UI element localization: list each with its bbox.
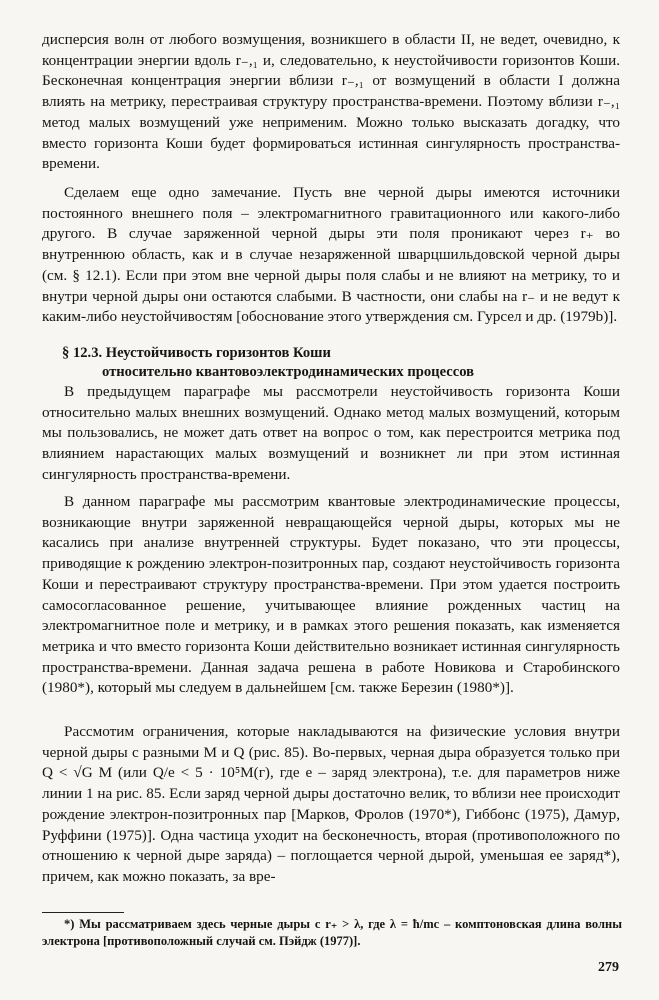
paragraph-1: дисперсия волн от любого возмущения, возникшего в области II, не ведет, очевидно, к концентрации энергии вдоль r₋,₁ и, следовательно, к неустойчивости горизонтов Коши. Бесконечная концентрация энергии вблизи r₋,₁ от возмущений в области I должна влиять на метрику, перестраивая структуру пространства-времени. Поэтому вблизи r₋,₁ метод малых возмущений уже неприменим. Можно только высказать догадку, что вместо горизонта Коши будет формироваться истинная сингулярность пространства-времени. xyxy=(42,31,620,173)
paragraph-2: Сделаем еще одно замечание. Пусть вне черной дыры имеются источники постоянного внешнего поля – электромагнитного гравитационного или какого-либо другого. В случае заряженной черной дыры эти поля проникают через r₊ во внутреннюю область, как и в случае незаряженной шварцшильдовской черной дыры (см. § 12.1). Если при этом вне черной дыры поля слабы и не влияют на метрику, то и внутри черной дыры они остаются слабыми. В частности, они слабы на r₋ и не ведут к каким-либо неустойчивостям [обоснование этого утверждения см. Гурсел и др. (1979b)]. xyxy=(42,184,620,326)
section-heading xyxy=(62,344,622,382)
paragraph-5: Рассмотим ограничения, которые накладываются на физические условия внутри черной дыры с разными M и Q (рис. 85). Во-первых, черная дыра образуется только при Q < √G M (или Q/e < 5 · 10⁵M(г), где e – заряд электрона), т.е. для параметров ниже линии 1 на рис. 85. Если заряд черной дыры достаточно велик, то вблизи нее происходит рождение электрон-позитронных пар [Марков, Фролов (1970*), Гиббонс (1975), Дамур, Руффини (1975)]. Одна частица уходит на бесконечность, вторая (противоположного по отношению к черной дыре заряда) – поглощается черной дырой, уменьшая ее заряд*), причем, как можно показать, за вре- xyxy=(42,723,620,885)
paragraph-3: В предыдущем параграфе мы рассмотрели неустойчивость горизонта Коши относительно малых внешних возмущений. Однако метод малых возмущений, которым мы пользовались, не может дать ответ на вопрос о том, как перестроится метрика под влиянием нарастающих малых возмущений и возникнет ли при этом истинная сингулярность пространства-времени. xyxy=(42,383,620,483)
section-title-line2: относительно квантовоэлектродинамических процессов xyxy=(102,364,475,380)
paragraph-4: В данном параграфе мы рассмотрим квантовые электродинамические процессы, возникающие внутри заряженной невращающейся черной дыры, которых мы не касались при анализе внутренней структуры. Будет показано, что эти процессы, приводящие к рождению электрон-позитронных пар, создают неустойчивость горизонта Коши и перестраивают структуру пространства-времени. При этом удается построить самосогласованное решение, учитывающее влияние рожденных частиц на электромагнитное поле и метрику, и в рамках этого решения показать, как изменяется метрика и что вместо горизонта Коши действительно возникает истинная сингулярность пространства-времени. Данная задача решена в работе Новикова и Старобинского (1980*), который мы следуем в дальнейшем [см. также Березин (1980*)]. xyxy=(42,493,620,697)
page-number: 279 xyxy=(598,960,619,975)
section-title-line1: Неустойчивость горизонтов Коши xyxy=(105,345,331,361)
footnote-divider xyxy=(42,912,124,913)
section-number: § 12.3. xyxy=(62,345,103,361)
footnote: *) Мы рассматриваем здесь черные дыры с r₊ > λ, где λ = ħ/mc – комптоновская длина волны электрона [противоположный случай см. Пэйдж (1977)]. xyxy=(42,917,622,948)
